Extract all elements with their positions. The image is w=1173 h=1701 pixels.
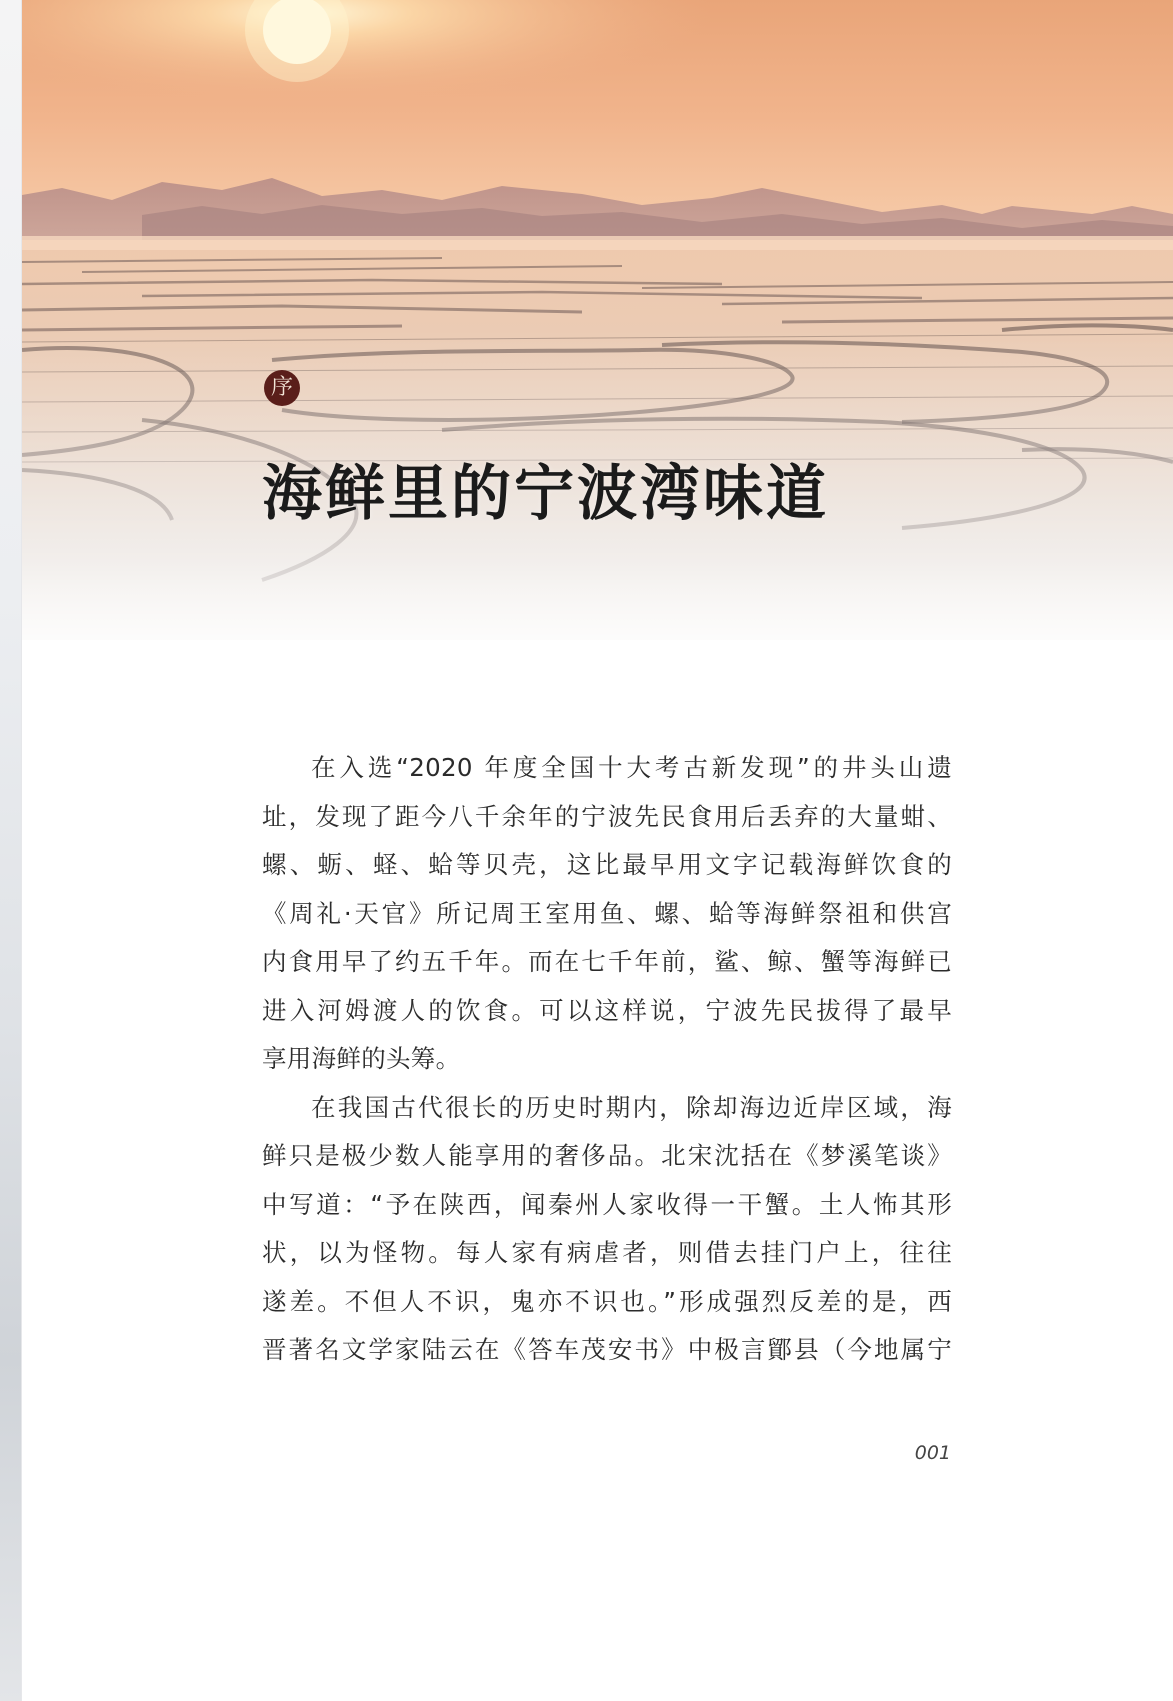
text-line: 进入河姆渡人的饮食。可以这样说，宁波先民拔得了最早 [262, 995, 952, 1025]
hero-photo-sunset-sea-farm [22, 0, 1173, 700]
text-line: 晋著名文学家陆云在《答车茂安书》中极言鄮县（今地属宁 [262, 1335, 952, 1364]
text-line: 状，以为怪物。每人家有病虐者，则借去挂门户上，往往 [262, 1238, 952, 1267]
paragraph-1 [262, 744, 952, 1084]
text-line: 在我国古代很长的历史时期内，除却海边近岸区域，海 [311, 1092, 952, 1122]
text-line: 螺、蛎、蛏、蛤等贝壳，这比最早用文字记载海鲜饮食的 [262, 850, 952, 879]
text-line: 遂差。不但人不识，鬼亦不识也。”形成强烈反差的是，西 [262, 1286, 952, 1316]
text-line: 内食用早了约五千年。而在七千年前，鲨、鲸、蟹等海鲜已 [262, 947, 952, 976]
body-text [262, 744, 952, 1375]
text-line: 址，发现了距今八千余年的宁波先民食用后丢弃的大量蚶、 [262, 801, 952, 831]
paragraph-2 [262, 1084, 952, 1375]
left-edge-strip [0, 0, 22, 1701]
text-line: 享用海鲜的头筹。 [262, 1044, 461, 1073]
hero-illustration [22, 0, 1173, 700]
text-line: 鲜只是极少数人能享用的奢侈品。北宋沈括在《梦溪笔谈》 [262, 1141, 952, 1170]
text-line: 《周礼·天官》所记周王室用鱼、螺、蛤等海鲜祭祖和供宫 [262, 898, 952, 928]
text-line: 中写道：“予在陕西，闻秦州人家收得一干蟹。土人怖其形 [262, 1189, 952, 1219]
text-line: 在入选“2020 年度全国十大考古新发现”的井头山遗 [311, 753, 952, 782]
chapter-title: 海鲜里的宁波湾味道 [262, 459, 829, 529]
preface-seal: 序 [264, 370, 300, 406]
page-number: 001 [914, 1442, 951, 1464]
